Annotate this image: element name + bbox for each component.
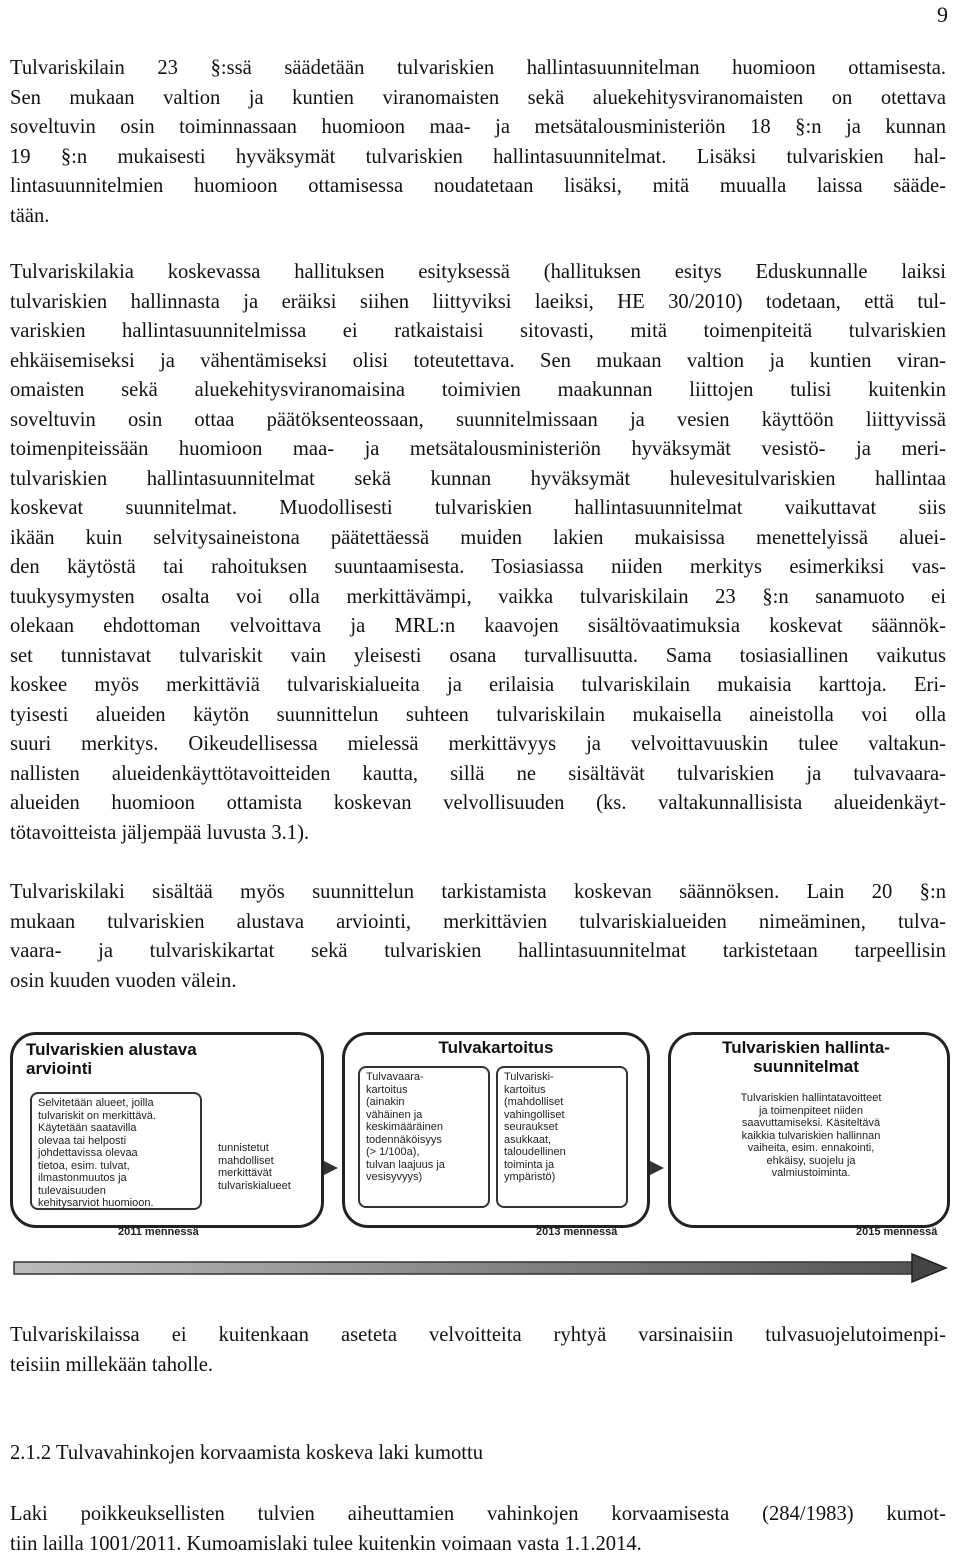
text-line: 19 §:n mukaisesti hyväksymät tulvariskien hallintasuunnitelmat. Lisäksi tulvariskien hal- [10, 143, 946, 173]
flood-risk-mapping-description: Tulvariski- kartoitus (mahdolliset vahingolliset seuraukset asukkaat, taloudellinen toiminta ja ympäristö) [496, 1066, 628, 1208]
text-line: toimenpiteissään huomioon maa- ja metsätalousministeriön hyväksymät vesistö- ja meri- [10, 435, 946, 465]
page-number: 9 [937, 2, 948, 28]
text-line: Laki poikkeuksellisten tulvien aiheuttamien vahinkojen korvaamisesta (284/1983) kumot- [10, 1500, 946, 1530]
text-line: tuukysymysten osalta voi olla merkittävämpi, vaikka tulvariskilain 23 §:n sanamuoto ei [10, 583, 946, 613]
management-plans-description: Tulvariskien hallintatavoitteet ja toimenpiteet niiden saavuttamiseksi. Käsiteltävä kaikkia tulvariskien hallinnan vaiheita, esim. ennakointi, ehkäisy, suojelu ja valmiustoiminta. [696, 1092, 926, 1180]
text-line: set tunnistavat tulvariskit vain yleisesti osana turvallisuutta. Sama tosiasiallinen vaikutus [10, 642, 946, 672]
flood-risk-process-diagram [6, 1030, 952, 1300]
text-line: Tulvariskilain 23 §:ssä säädetään tulvariskien hallintasuunnitelman huomioon ottamisesta. [10, 54, 946, 84]
text-line: tyisesti alueiden käytön suunnittelun suhteen tulvariskilain mukaisella aineistolla voi olla [10, 701, 946, 731]
paragraph-5 [10, 1500, 946, 1559]
management-plans-title: Tulvariskien hallinta- suunnitelmat [696, 1038, 916, 1076]
identified-areas-text: tunnistetut mahdolliset merkittävät tulvariskialueet [218, 1142, 291, 1192]
text-line: mukaan tulvariskien alustava arviointi, merkittävien tulvariskialueiden nimeäminen, tulva- [10, 908, 946, 938]
text-line: Tulvariskilakia koskevassa hallituksen esityksessä (hallituksen esitys Eduskunnalle laiksi [10, 258, 946, 288]
preliminary-assessment-title: Tulvariskien alustava arviointi [26, 1040, 226, 1078]
text-line: vaara- ja tulvariskikartat sekä tulvariskien hallintasuunnitelmat tarkistetaan tarpeellisin [10, 937, 946, 967]
text-line: tulvariskien hallintasuunnitelmat sekä kunnan hyväksymät hulevesitulvariskien hallintaa [10, 465, 946, 495]
text-line: soveltuvin osin toiminnassaan huomioon maa- ja metsätalousministeriön 18 §:n ja kunnan [10, 113, 946, 143]
text-line: soveltuvin osin ottaa päätöksenteossaan, suunnitelmissaan ja vesien käyttöön liittyvissä [10, 406, 946, 436]
text-line: tötavoitteista jäljempää luvusta 3.1). [10, 819, 946, 849]
text-line: Sen mukaan valtion ja kuntien viranomaisten sekä aluekehitysviranomaisten on otettava [10, 84, 946, 114]
flood-hazard-mapping-description: Tulvavaara- kartoitus (ainakin vähäinen ja keskimääräinen todennäköisyys (> 1/100a), tulvan laajuus ja vesisyvyys) [358, 1066, 490, 1208]
text-line: olekaan ehdottoman velvoittava ja MRL:n kaavojen sisältövaatimuksia koskevat säännök- [10, 612, 946, 642]
text-line: den käytöstä tai rahoituksen suuntaamisesta. Tosiasiassa niiden merkitys esimerkiksi vas- [10, 553, 946, 583]
text-line: ehkäisemiseksi ja vähentämiseksi olisi toteutettava. Sen mukaan valtion ja kuntien viran- [10, 347, 946, 377]
section-heading: 2.1.2 Tulvavahinkojen korvaamista koskeva laki kumottu [10, 1439, 483, 1469]
paragraph-2 [10, 258, 946, 848]
flood-mapping-title: Tulvakartoitus [426, 1038, 566, 1057]
text-line: alueiden huomioon ottamista koskevan velvollisuuden (ks. valtakunnallisista alueidenkäyt- [10, 789, 946, 819]
paragraph-3 [10, 878, 946, 996]
text-line: koskevat suunnitelmat. Muodollisesti tulvariskien hallintasuunnitelmat vaikuttavat siis [10, 494, 946, 524]
management-plans-date: 2015 mennessä [856, 1226, 937, 1238]
text-line: suuri merkitys. Oikeudellisessa mielessä merkittävyys ja velvoittavuuskin tulee valtakun- [10, 730, 946, 760]
text-line: omaisten sekä aluekehitysviranomaisina toimivien maakunnan liittojen tulisi kuitenkin [10, 376, 946, 406]
text-line: Tulvariskilaissa ei kuitenkaan aseteta velvoitteita ryhtyä varsinaisiin tulvasuojelutoimenpi- [10, 1321, 946, 1351]
text-line: osin kuuden vuoden välein. [10, 967, 946, 997]
paragraph-1 [10, 54, 946, 231]
preliminary-assessment-date: 2011 mennessä [118, 1226, 199, 1238]
text-line: tään. [10, 202, 946, 232]
text-line: lintasuunnitelmien huomioon ottamisessa noudatetaan lisäksi, mitä muualla laissa sääde- [10, 172, 946, 202]
preliminary-assessment-description: Selvitetään alueet, joilla tulvariskit on merkittävä. Käytetään saatavilla olevaa tai helposti johdettavissa olevaa tietoa, esim. tulvat, ilmastonmuutos ja tulevaisuuden kehitysarviot huomioon. [30, 1092, 202, 1210]
text-line: koskee myös merkittäviä tulvariskialueita ja erilaisia tulvariskilain mukaisia karttoja. Eri- [10, 671, 946, 701]
text-line: tulvariskien hallinnasta ja eräiksi siihen liittyviksi laeiksi, HE 30/2010) todetaan, että tul- [10, 288, 946, 318]
text-line: teisiin millekään taholle. [10, 1351, 946, 1381]
text-line: tiin laillа 1001/2011. Kumoamislaki tulee kuitenkin voimaan vasta 1.1.2014. [10, 1530, 946, 1559]
text-line: variskien hallintasuunnitelmissa ei ratkaistaisi sitovasti, mitä toimenpiteitä tulvariskien [10, 317, 946, 347]
text-line: ikään kuin selvitysaineistona päätettäessä muiden lakien mukaisissa menettelyissä aluei- [10, 524, 946, 554]
paragraph-4 [10, 1321, 946, 1380]
text-line: nallisten alueidenkäyttötavoitteiden kautta, sillä ne sisältävät tulvariskien ja tulvavaara- [10, 760, 946, 790]
text-line: Tulvariskilaki sisältää myös suunnittelun tarkistamista koskevan säännöksen. Lain 20 §:n [10, 878, 946, 908]
flood-mapping-date: 2013 mennessä [536, 1226, 617, 1238]
